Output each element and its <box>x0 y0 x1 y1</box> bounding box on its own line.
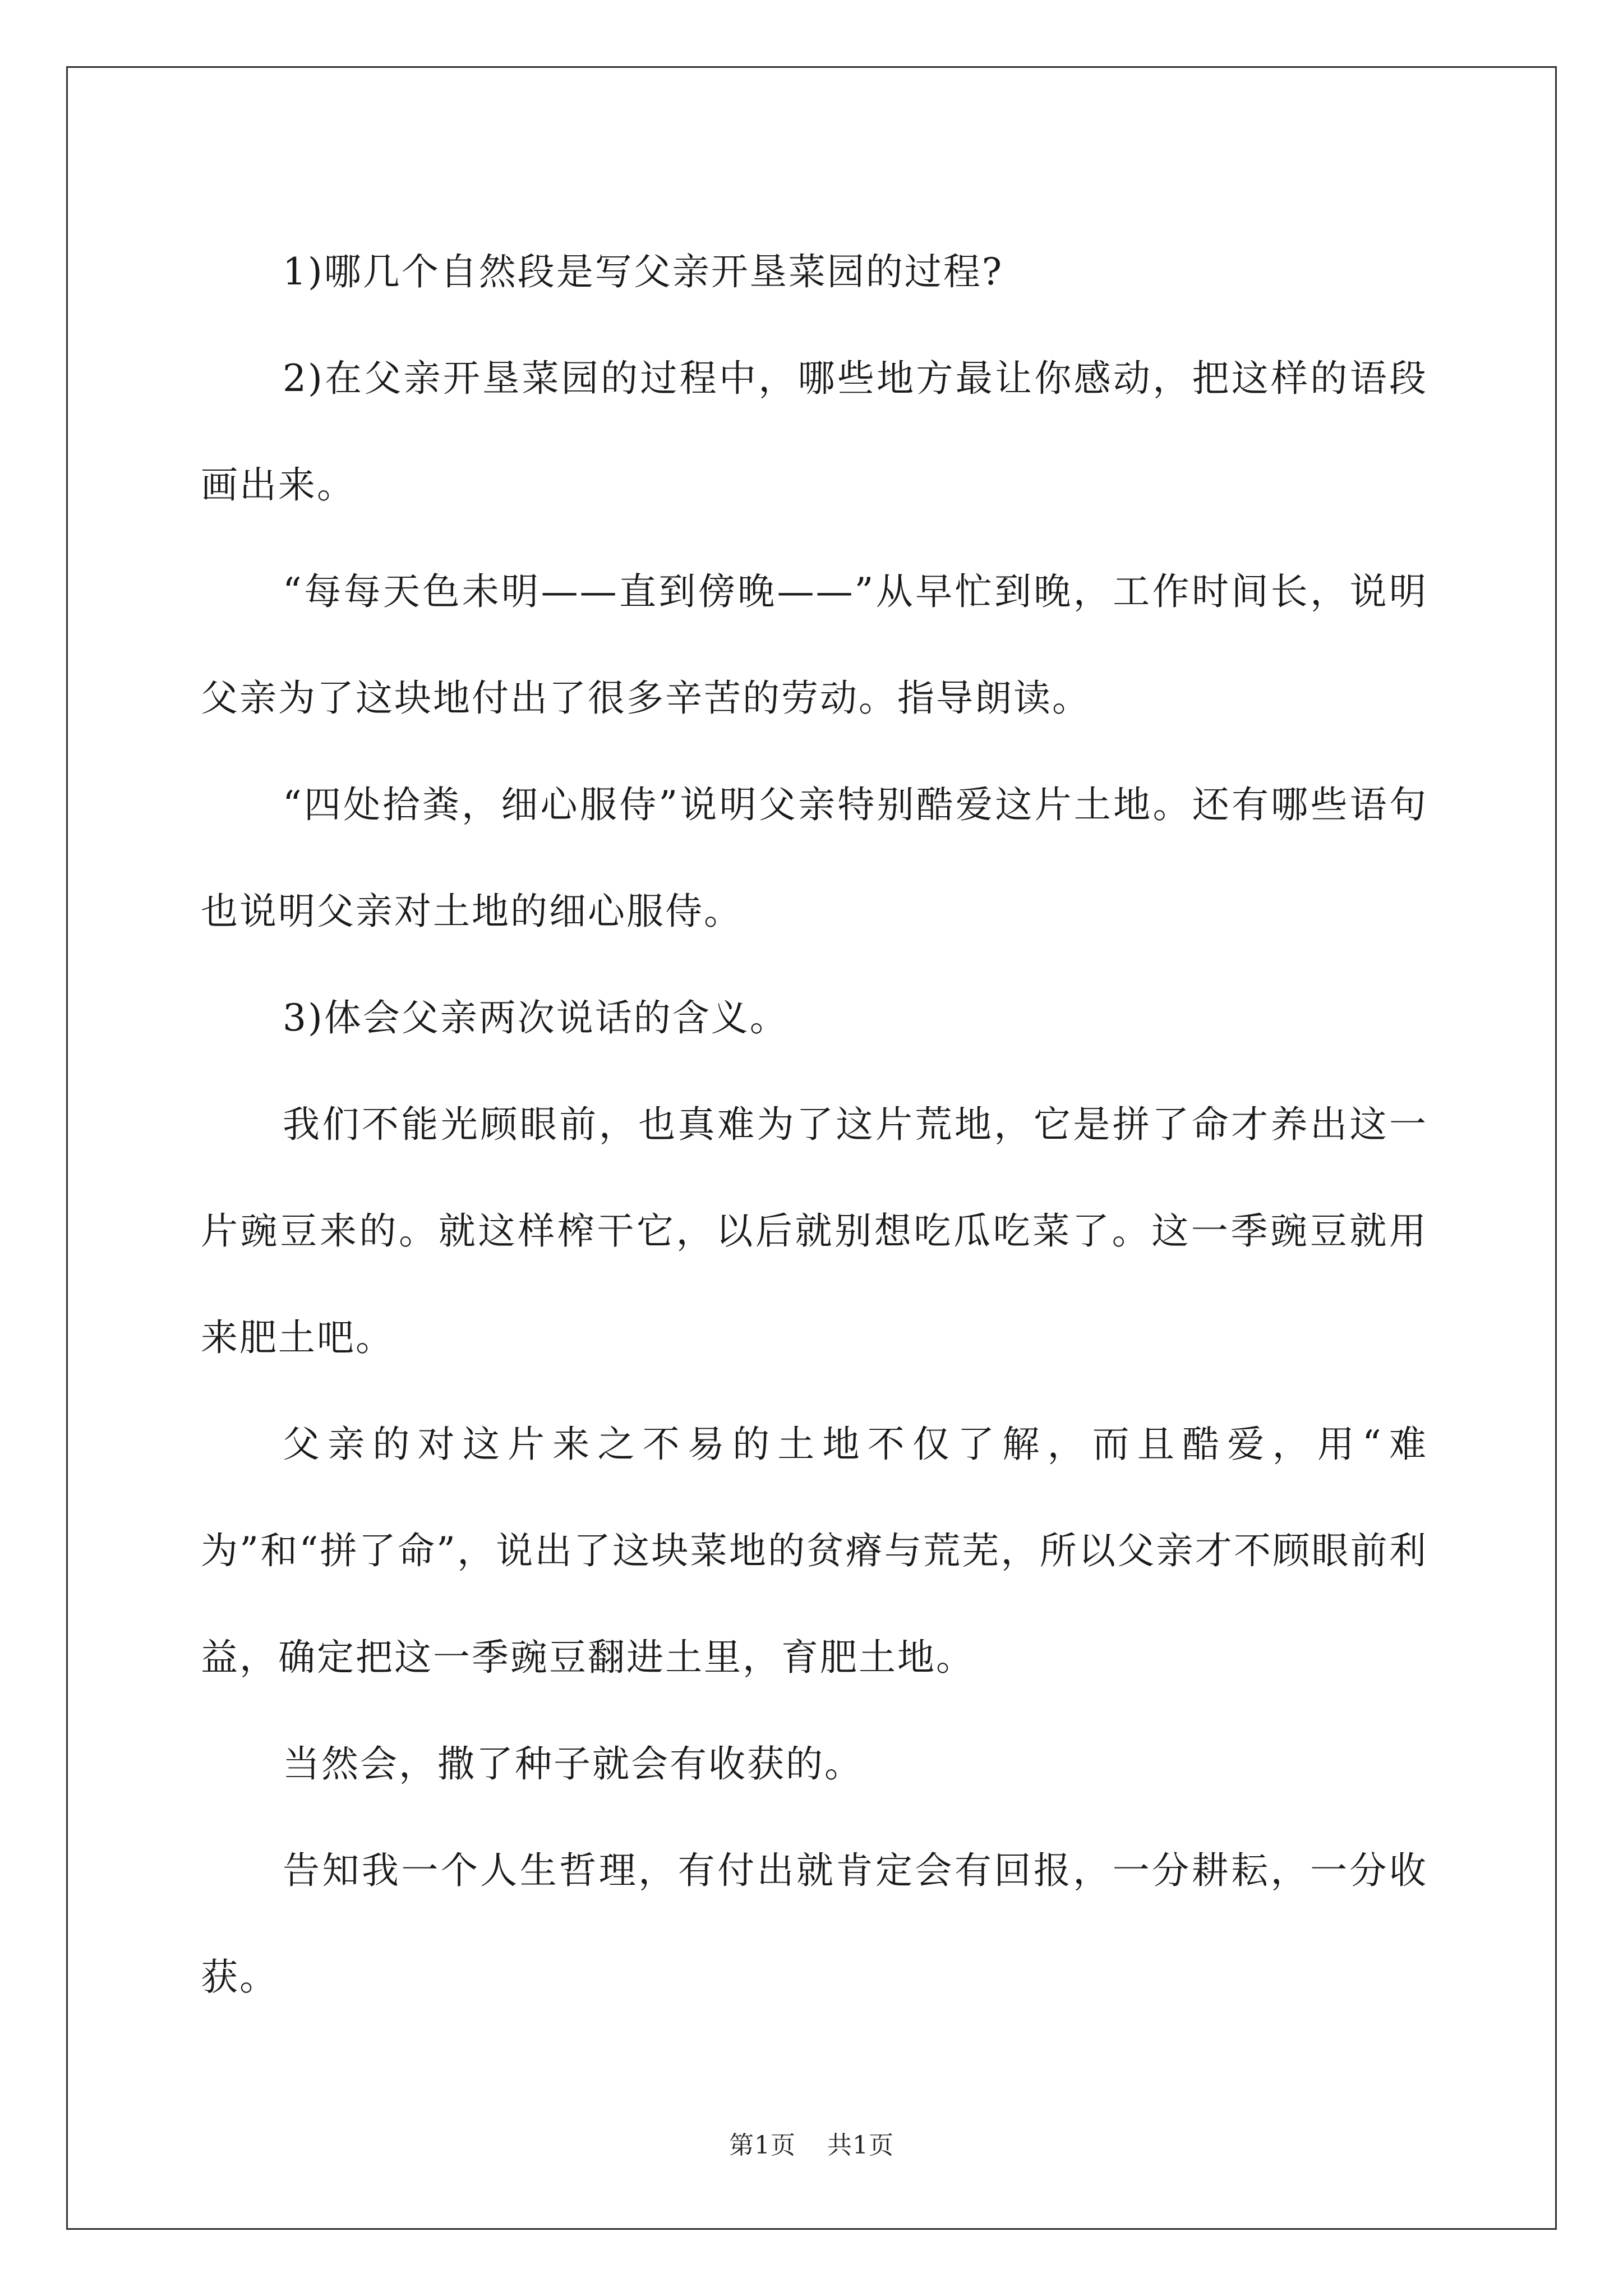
paragraph-5: 3)体会父亲两次说话的含义。 <box>283 996 789 1039</box>
paragraph-7: 父亲的对这片来之不易的土地不仅了解，而且酷爱，用“难为”和“拼了命”，说出了这块菜地的贫瘠与荒芜，所以父亲才不顾眼前利益，确定把这一季豌豆翻进土里，育肥土地。 <box>201 1423 1428 1679</box>
document-body <box>201 219 1428 2031</box>
paragraph-4: “四处拾粪，细心服侍”说明父亲特别酷爱这片土地。还有哪些语句也说明父亲对土地的细心服侍。 <box>201 783 1428 933</box>
paragraph-1: 1)哪几个自然段是写父亲开垦菜园的过程? <box>283 250 1004 293</box>
paragraph-6: 我们不能光顾眼前，也真难为了这片荒地，它是拼了命才养出这一片豌豆来的。就这样榨干它，以后就别想吃瓜吃菜了。这一季豌豆就用来肥土吧。 <box>201 1103 1428 1359</box>
page-footer <box>0 2125 1623 2161</box>
page-total: 共1页 <box>827 2131 894 2160</box>
paragraph-8: 当然会，撒了种子就会有收获的。 <box>283 1742 863 1786</box>
paragraph-3: “每每天色未明——直到傍晚——”从早忙到晚，工作时间长，说明父亲为了这块地付出了很多辛苦的劳动。指导朗读。 <box>201 570 1428 720</box>
paragraph-2: 2)在父亲开垦菜园的过程中，哪些地方最让你感动，把这样的语段画出来。 <box>201 357 1428 507</box>
page-number: 第1页 <box>729 2131 796 2160</box>
paragraph-9: 告知我一个人生哲理，有付出就肯定会有回报，一分耕耘，一分收获。 <box>201 1849 1428 1999</box>
